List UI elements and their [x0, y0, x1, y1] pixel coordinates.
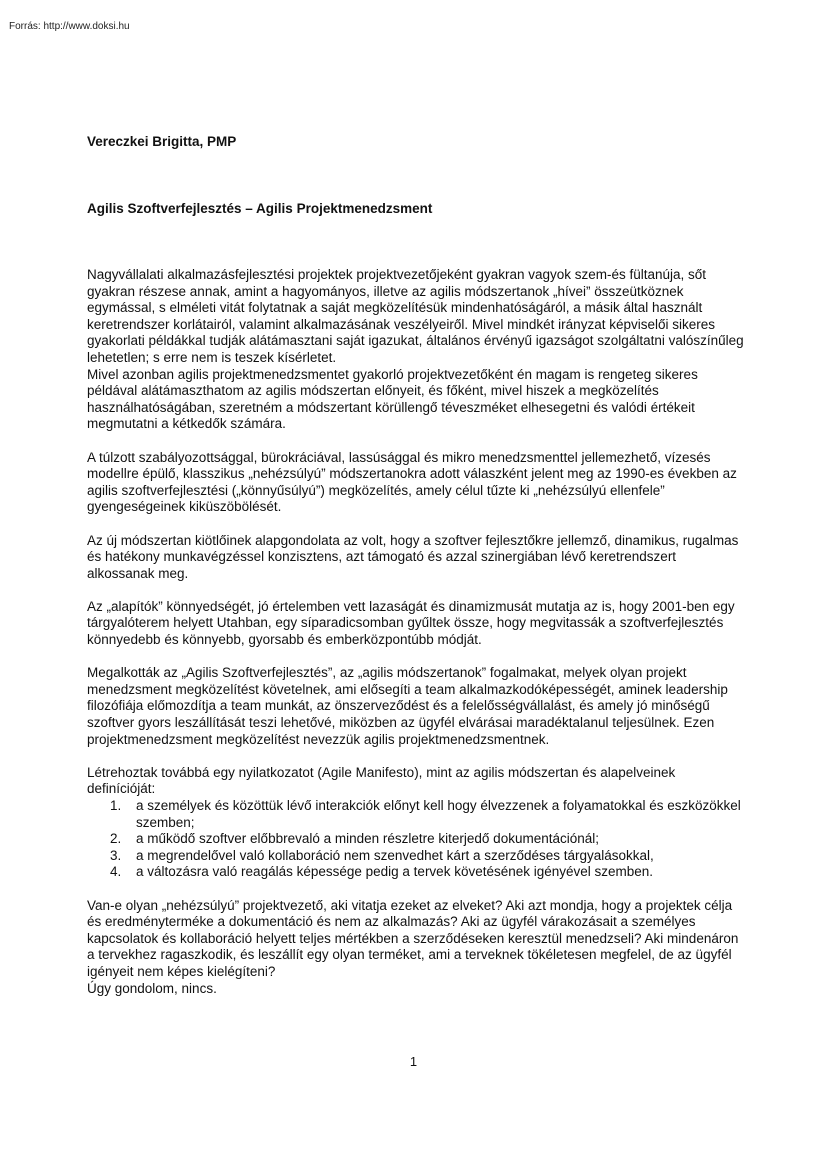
list-item-text: a megrendelővel való kollaboráció nem szenvedhet kárt a szerződéses tárgyalásokkal,: [136, 847, 654, 863]
list-item: [87, 848, 747, 865]
paragraph: Az „alapítók” könnyedségét, jó értelemben vett lazaságát és dinamizmusát mutatja az is, hogy 2001-ben egy tárgyalóterem helyett Utahban, egy síparadicsomban gyűltek össze, hogy megvitassák a szoftverfejlesztés könnyedebb és könnyebb, gyorsabb és emberközpontúbb módját.: [87, 598, 735, 648]
document-title: Agilis Szoftverfejlesztés – Agilis Projektmenedzsment: [87, 201, 433, 216]
closing-line: Úgy gondolom, nincs.: [87, 980, 217, 996]
list-item-number: 2.: [110, 831, 122, 847]
list-item-text: a személyek és közöttük lévő interakciók előnyt kell hogy élvezzenek a folyamatokkal és eszközökkel szemben;: [136, 798, 741, 830]
paragraph: Mivel azonban agilis projektmenedzsmentet gyakorló projektvezetőként én magam is rengeteg sikeres példával alátámaszthatom az agilis módszertan előnyeit, és főként, mivel hiszek a megközelítés használhatóságában, szeretném a módszertant körüllengő téveszméket elhesegetni és valódi értékeit megmutatni a kétkedők számára.: [87, 366, 698, 432]
paragraph: Megalkották az „Agilis Szoftverfejlesztés”, az „agilis módszertanok” fogalmakat, melyek olyan projekt menedzsment megközelítést követelnek, ami elősegíti a team alkalmazkodóképességét, aminek leadership filozófiája előmozdítja a team munkát, az önszerveződést és a felelősségvállalást, és amely jó minőségű szoftver gyors leszállítását teszi lehetővé, miközben az ügyfél elvárásai maradéktalanul teljesülnek. Ezen projektmenedzsment megközelítést nevezzük agilis projektmenedzsmentnek.: [87, 665, 728, 747]
author-name: Vereczkei Brigitta, PMP: [87, 134, 237, 149]
paragraph: Az új módszertan kiötlőinek alapgondolata az volt, hogy a szoftver fejlesztőkre jellemző, dinamikus, rugalmas és hatékony munkavégzéssel konzisztens, azt támogató és azzal szinergiában lévő keretrendszert alkossanak meg.: [87, 532, 739, 581]
paragraph: A túlzott szabályozottsággal, bürokráciával, lassúsággal és mikro menedzsmenttel jellemezhető, vízesés modellre épülő, klasszikus „nehézsúlyú” módszertanokra adott válaszként jelent meg az 1990-es években az agilis szoftverfejlesztési („könnyűsúlyú”) megközelítés, amely célul tűzte ki „nehézsúlyú ellenfele” gyengeségeinek kiküszöbölését.: [87, 449, 737, 515]
list-item-text: a működő szoftver előbbrevaló a minden részletre kiterjedő dokumentációnál;: [136, 831, 600, 847]
paragraph: Nagyvállalati alkalmazásfejlesztési projektek projektvezetőjeként gyakran vagyok szem-és fültanúja, sőt gyakran részese annak, amint a hagyományos, illetve az agilis módszertanok „hívei” összeütköznek egymással, s elméleti vitát folytatnak a saját megközelítésük mindenhatóságáról, a másik által használt keretrendszer korlátairól, valamint alkalmazásának veszélyeiről. Mivel mindkét irányzat képviselői sikeres gyakorlati példákkal tudják alátámasztani saját igazukat, általános érvényű igazságot szolgáltatni valószínűleg lehetetlen; s erre nem is teszek kísérletet.: [87, 267, 744, 365]
manifesto-list: [87, 798, 747, 881]
list-item: [87, 798, 747, 831]
list-item-text: a változásra való reagálás képessége pedig a tervek követésének igényével szemben.: [136, 864, 654, 880]
list-item-number: 4.: [110, 864, 122, 880]
paragraph: Létrehoztak továbbá egy nyilatkozatot (Agile Manifesto), mint az agilis módszertan és alapelveinek definícióját:: [87, 764, 676, 797]
paragraph: Van-e olyan „nehézsúlyú” projektvezető, aki vitatja ezeket az elveket? Aki azt mondja, hogy a projektek célja és eredményterméke a dokumentáció és nem az alkalmazás? Aki az ügyfél várakozásait a személyes kapcsolatok és kollaboráció helyett teljes mértékben a szerződéseken keresztül menedzseli? Aki mindenáron a tervekhez ragaszkodik, és leszállít egy olyan terméket, ami a terveknek tökéletesen megfelel, de az ügyfél igényeit nem képes kielégíteni?: [87, 897, 739, 979]
source-note: Forrás: http://www.doksi.hu: [9, 21, 130, 32]
document-body: [87, 267, 747, 997]
list-item-number: 1.: [110, 798, 122, 813]
list-item: [87, 864, 747, 881]
list-item: [87, 831, 747, 848]
list-item-number: 3.: [110, 847, 122, 863]
page-number: 1: [409, 1054, 418, 1069]
